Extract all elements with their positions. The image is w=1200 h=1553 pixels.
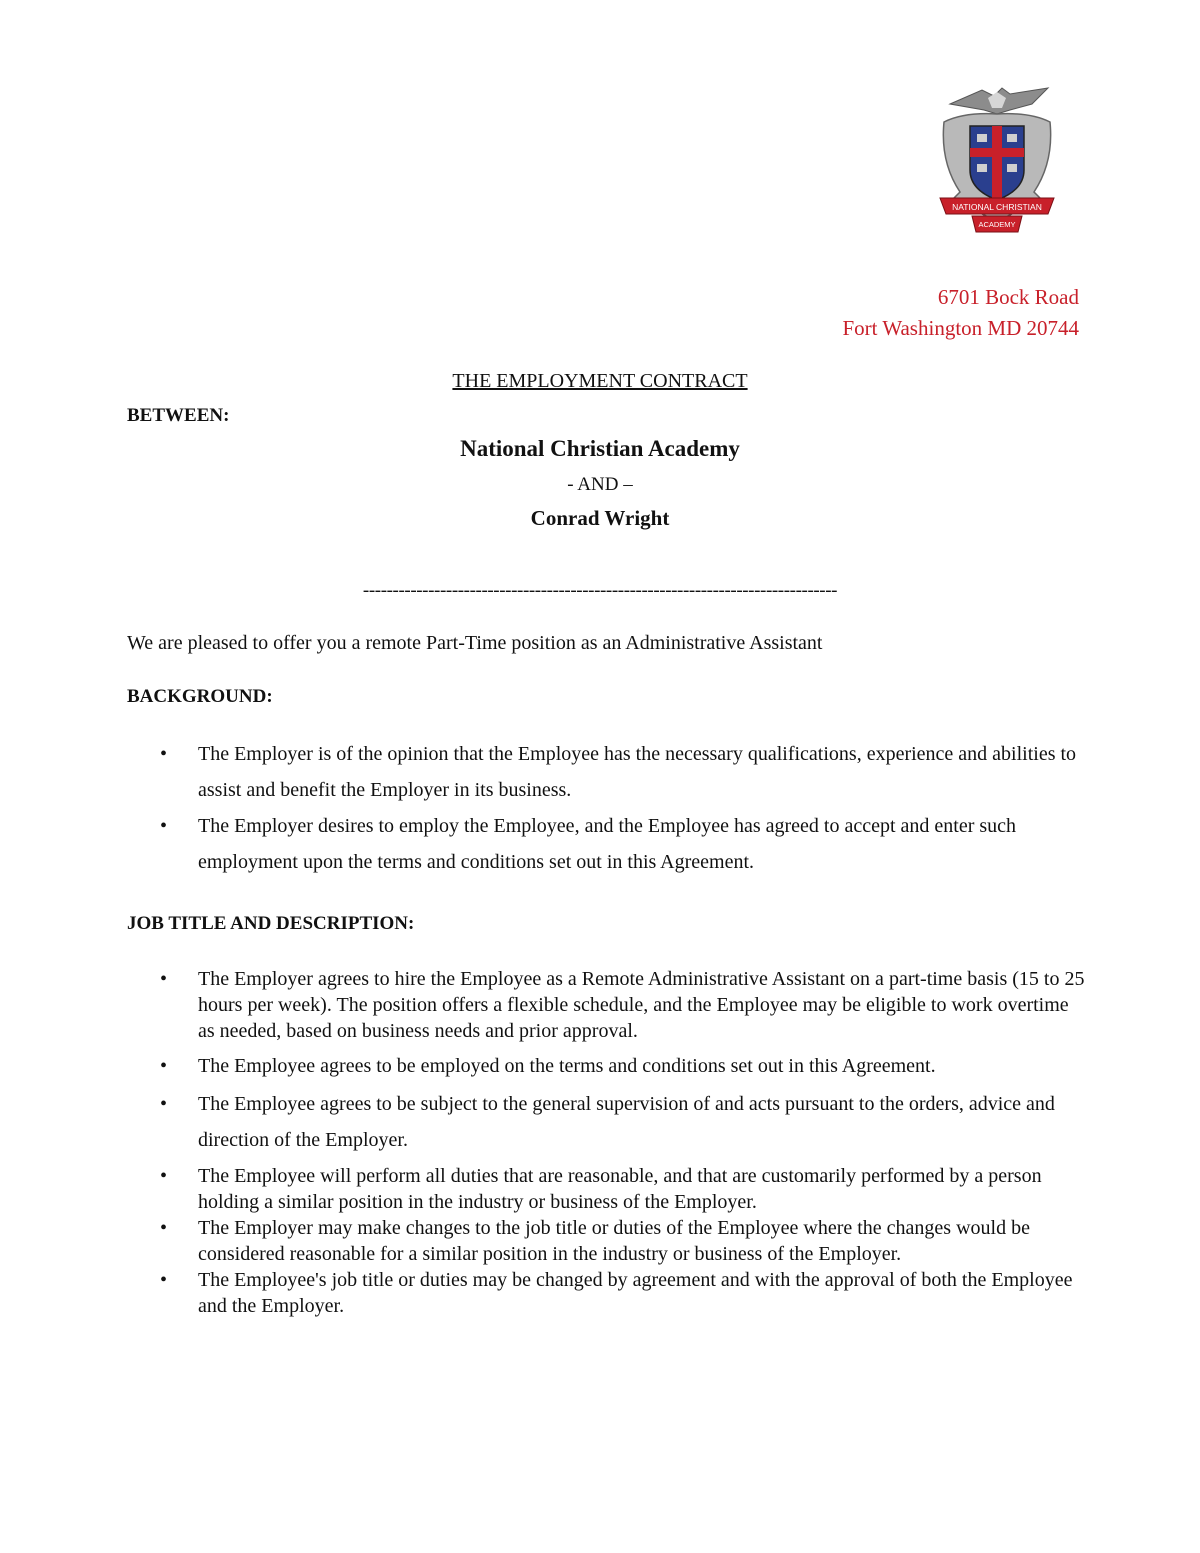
eagle-icon	[950, 88, 1048, 114]
employer-name: National Christian Academy	[460, 436, 740, 461]
crest-banner-text: NATIONAL CHRISTIAN	[952, 202, 1042, 212]
school-address	[842, 282, 1079, 344]
address-line-2: Fort Washington MD 20744	[842, 316, 1079, 340]
crest-banner-text-bottom: ACADEMY	[978, 220, 1016, 229]
between-label: BETWEEN:	[127, 405, 230, 426]
list-item: • The Employee's job title or duties may be changed by agreement and with the approval of both the Employee and the Employer.	[160, 1267, 1085, 1319]
dashed-divider: --------------------------------------------------------------------------------	[362, 580, 838, 601]
list-item: • The Employer agrees to hire the Employee as a Remote Administrative Assistant on a part-time basis (15 to 25 hours per week). The position offers a flexible schedule, and the Employee may be eligible to work overtime as needed, based on business needs and prior approval.	[160, 966, 1085, 1044]
list-item: • The Employee agrees to be employed on the terms and conditions set out in this Agreement.	[160, 1048, 1085, 1084]
job-description-list	[160, 966, 1085, 1319]
and-separator: - AND –	[567, 474, 633, 495]
offer-statement: We are pleased to offer you a remote Part-Time position as an Administrative Assistant	[127, 632, 823, 654]
academy-crest-logo	[930, 82, 1064, 242]
list-item: • The Employer is of the opinion that the Employee has the necessary qualifications, experience and abilities to assist and benefit the Employer in its business.	[160, 736, 1085, 808]
background-heading: BACKGROUND:	[127, 686, 273, 707]
list-item: • The Employer desires to employ the Employee, and the Employee has agreed to accept and enter such employment upon the terms and conditions set out in this Agreement.	[160, 808, 1085, 880]
background-list	[160, 736, 1085, 880]
list-item: • The Employee agrees to be subject to the general supervision of and acts pursuant to the orders, advice and direction of the Employer.	[160, 1086, 1085, 1158]
list-item: • The Employer may make changes to the job title or duties of the Employee where the changes would be considered reasonable for a similar position in the industry or business of the Employer.	[160, 1215, 1085, 1267]
contract-title: THE EMPLOYMENT CONTRACT	[452, 370, 748, 392]
list-item: • The Employee will perform all duties that are reasonable, and that are customarily performed by a person holding a similar position in the industry or business of the Employer.	[160, 1163, 1085, 1215]
address-line-1: 6701 Bock Road	[937, 285, 1079, 309]
employee-name: Conrad Wright	[530, 506, 670, 530]
job-description-heading: JOB TITLE AND DESCRIPTION:	[127, 913, 415, 934]
